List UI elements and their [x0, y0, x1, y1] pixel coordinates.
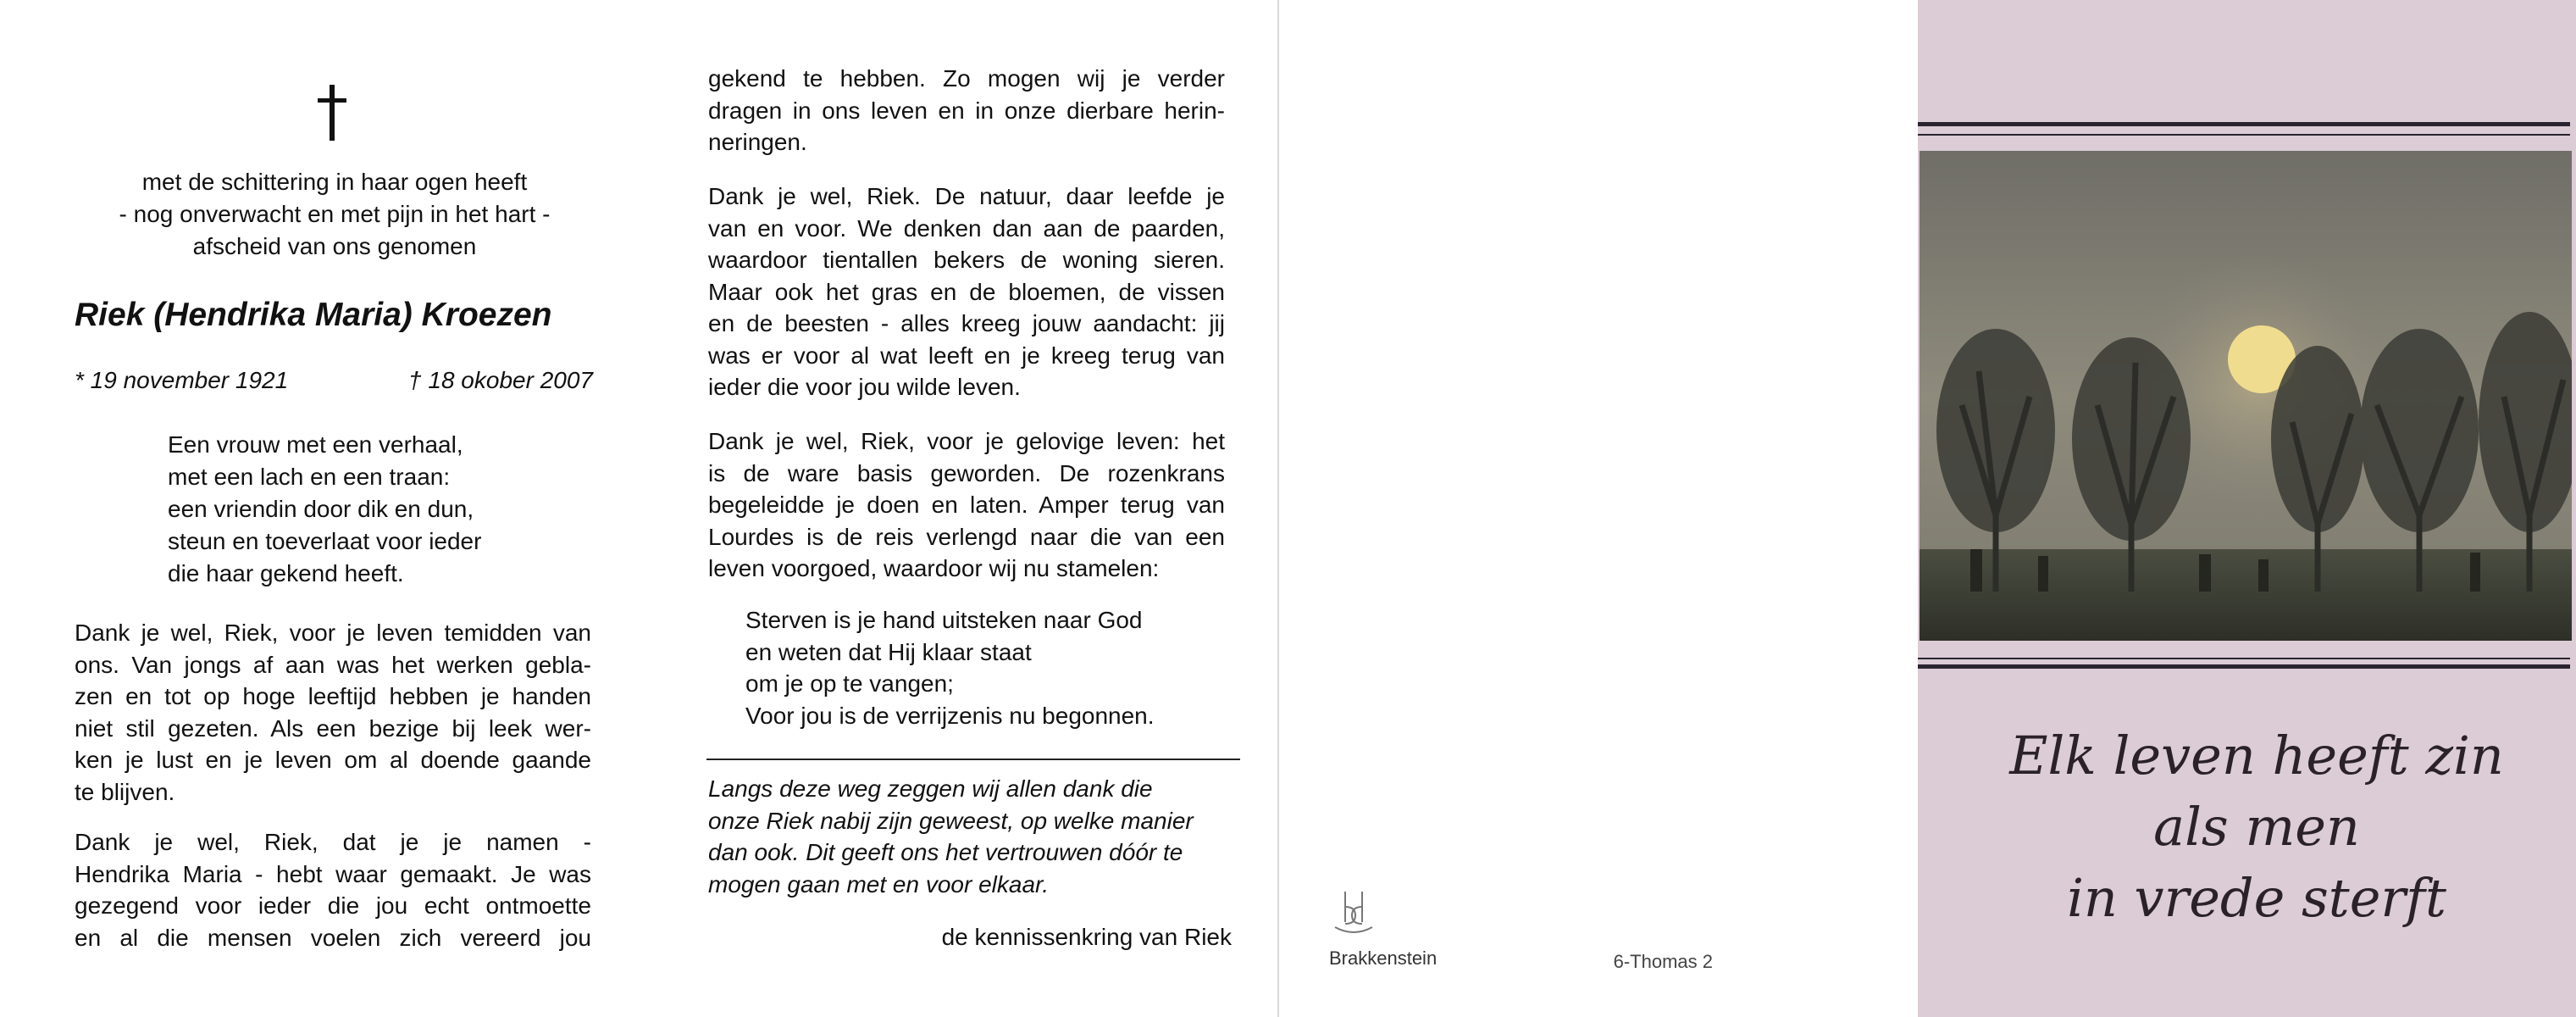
text-line: neringen. — [708, 129, 807, 155]
text-line: te blijven. — [75, 778, 175, 805]
text-line: Dank je wel, Riek. De natuur, daar leefde je — [708, 183, 1225, 209]
divider — [706, 759, 1240, 760]
paragraph-names — [75, 826, 591, 953]
poem-line: die haar gekend heeft. — [168, 560, 404, 586]
cover-page — [1918, 0, 2576, 1017]
text-line: van en voor. We denken dan aan de paarden, — [708, 214, 1225, 242]
intro-line: - nog onverwacht en met pijn in het hart - — [119, 201, 551, 227]
bottom-rule-thin — [1918, 658, 2570, 659]
bottom-rule — [1918, 664, 2570, 669]
card-code: 6-Thomas 2 — [1613, 951, 1713, 972]
prayer — [745, 604, 1155, 731]
death-date: † 18 okober 2007 — [408, 367, 593, 393]
motto-line: Elk leven heeft zin — [2009, 725, 2504, 786]
paragraph-faith — [708, 425, 1225, 585]
text-line: zen en tot op hoge leeftijd hebben je handen — [75, 683, 591, 709]
poem — [168, 429, 481, 590]
intro-line: afscheid van ons genomen — [192, 233, 477, 259]
text-line: Dank je wel, Riek, dat je je namen - — [75, 829, 591, 855]
birth-date: * 19 november 1921 — [75, 367, 289, 393]
signature: de kennissenkring van Riek — [941, 924, 1232, 950]
text-line: begeleidde je doen en laten. Amper terug van — [708, 492, 1225, 518]
back-page — [1281, 0, 1918, 1017]
text-line: gezegend voor ieder die jou echt ontmoette — [75, 892, 591, 919]
intro-text — [68, 166, 601, 263]
poem-line: met een lach en een traan: — [168, 464, 451, 490]
landscape-photo — [1920, 151, 2572, 641]
text-line: Dank je wel, Riek, voor je leven temidden van — [75, 620, 591, 646]
text-line: gekend te hebben. Zo mogen wij je verder — [708, 65, 1225, 92]
text-line: leven voorgoed, waardoor wij nu stamelen: — [708, 555, 1160, 581]
poem-line: steun en toeverlaat voor ieder — [168, 528, 482, 554]
paragraph-continued — [708, 63, 1225, 158]
text-line: niet stil gezeten. Als een bezige bij leek wer- — [75, 714, 591, 742]
top-rule — [1918, 122, 2570, 126]
thanks-line: Langs deze weg zeggen wij allen dank die — [708, 775, 1153, 802]
left-inner-page — [0, 0, 652, 1017]
paragraph-nature — [708, 181, 1225, 403]
intro-line: met de schittering in haar ogen heeft — [141, 169, 528, 195]
text-line: Hendrika Maria - hebt waar gemaakt. Je was — [75, 860, 591, 887]
text-line: en al die mensen voelen zich vereerd jou — [75, 924, 591, 951]
motto-line: als men — [2153, 796, 2360, 858]
prayer-line: en weten dat Hij klaar staat — [745, 638, 1032, 665]
text-line: ieder die voor jou wilde leven. — [708, 374, 1021, 400]
thanks-note — [708, 773, 1242, 900]
cover-motto — [1969, 720, 2545, 934]
prayer-line: om je op te vangen; — [745, 670, 954, 697]
text-line: was er voor al wat leeft en je kreeg terug van — [708, 342, 1225, 369]
text-line: Dank je wel, Riek, voor je gelovige leven: het — [708, 428, 1225, 454]
thanks-line: dan ook. Dit geeft ons het vertrouwen dóór te — [708, 839, 1183, 865]
deceased-name: Riek (Hendrika Maria) Kroezen — [75, 297, 552, 333]
thanks-line: onze Riek nabij zijn geweest, op welke manier — [708, 807, 1194, 834]
printer-logo-icon — [1328, 888, 1379, 942]
top-rule-thin — [1918, 134, 2570, 136]
cross-icon — [302, 85, 362, 161]
text-line: is de ware basis geworden. De rozenkrans — [708, 459, 1225, 486]
text-line: Lourdes is de reis verlengd naar die van een — [708, 523, 1225, 550]
text-line: dragen in ons leven en in onze dierbare herin- — [708, 97, 1225, 124]
motto-line: in vrede sterft — [2067, 867, 2446, 929]
poem-line: Een vrouw met een verhaal, — [168, 431, 463, 458]
text-line: en de beesten - alles kreeg jouw aandacht: jij — [708, 310, 1225, 336]
poem-line: een vriendin door dik en dun, — [168, 496, 474, 522]
text-line: ons. Van jongs af aan was het werken gebla- — [75, 651, 591, 678]
printer-name: Brakkenstein — [1329, 948, 1438, 969]
paragraph-life — [75, 617, 591, 808]
right-inner-page — [652, 0, 1279, 1017]
thanks-line: mogen gaan met en voor elkaar. — [708, 870, 1050, 898]
text-line: waardoor tientallen bekers de woning sieren. — [708, 247, 1225, 273]
prayer-line: Voor jou is de verrijzenis nu begonnen. — [745, 702, 1155, 729]
prayer-line: Sterven is je hand uitsteken naar God — [745, 607, 1143, 633]
text-line: Maar ook het gras en de bloemen, de vissen — [708, 278, 1225, 305]
text-line: ken je lust en je leven om al doende gaande — [75, 747, 591, 773]
